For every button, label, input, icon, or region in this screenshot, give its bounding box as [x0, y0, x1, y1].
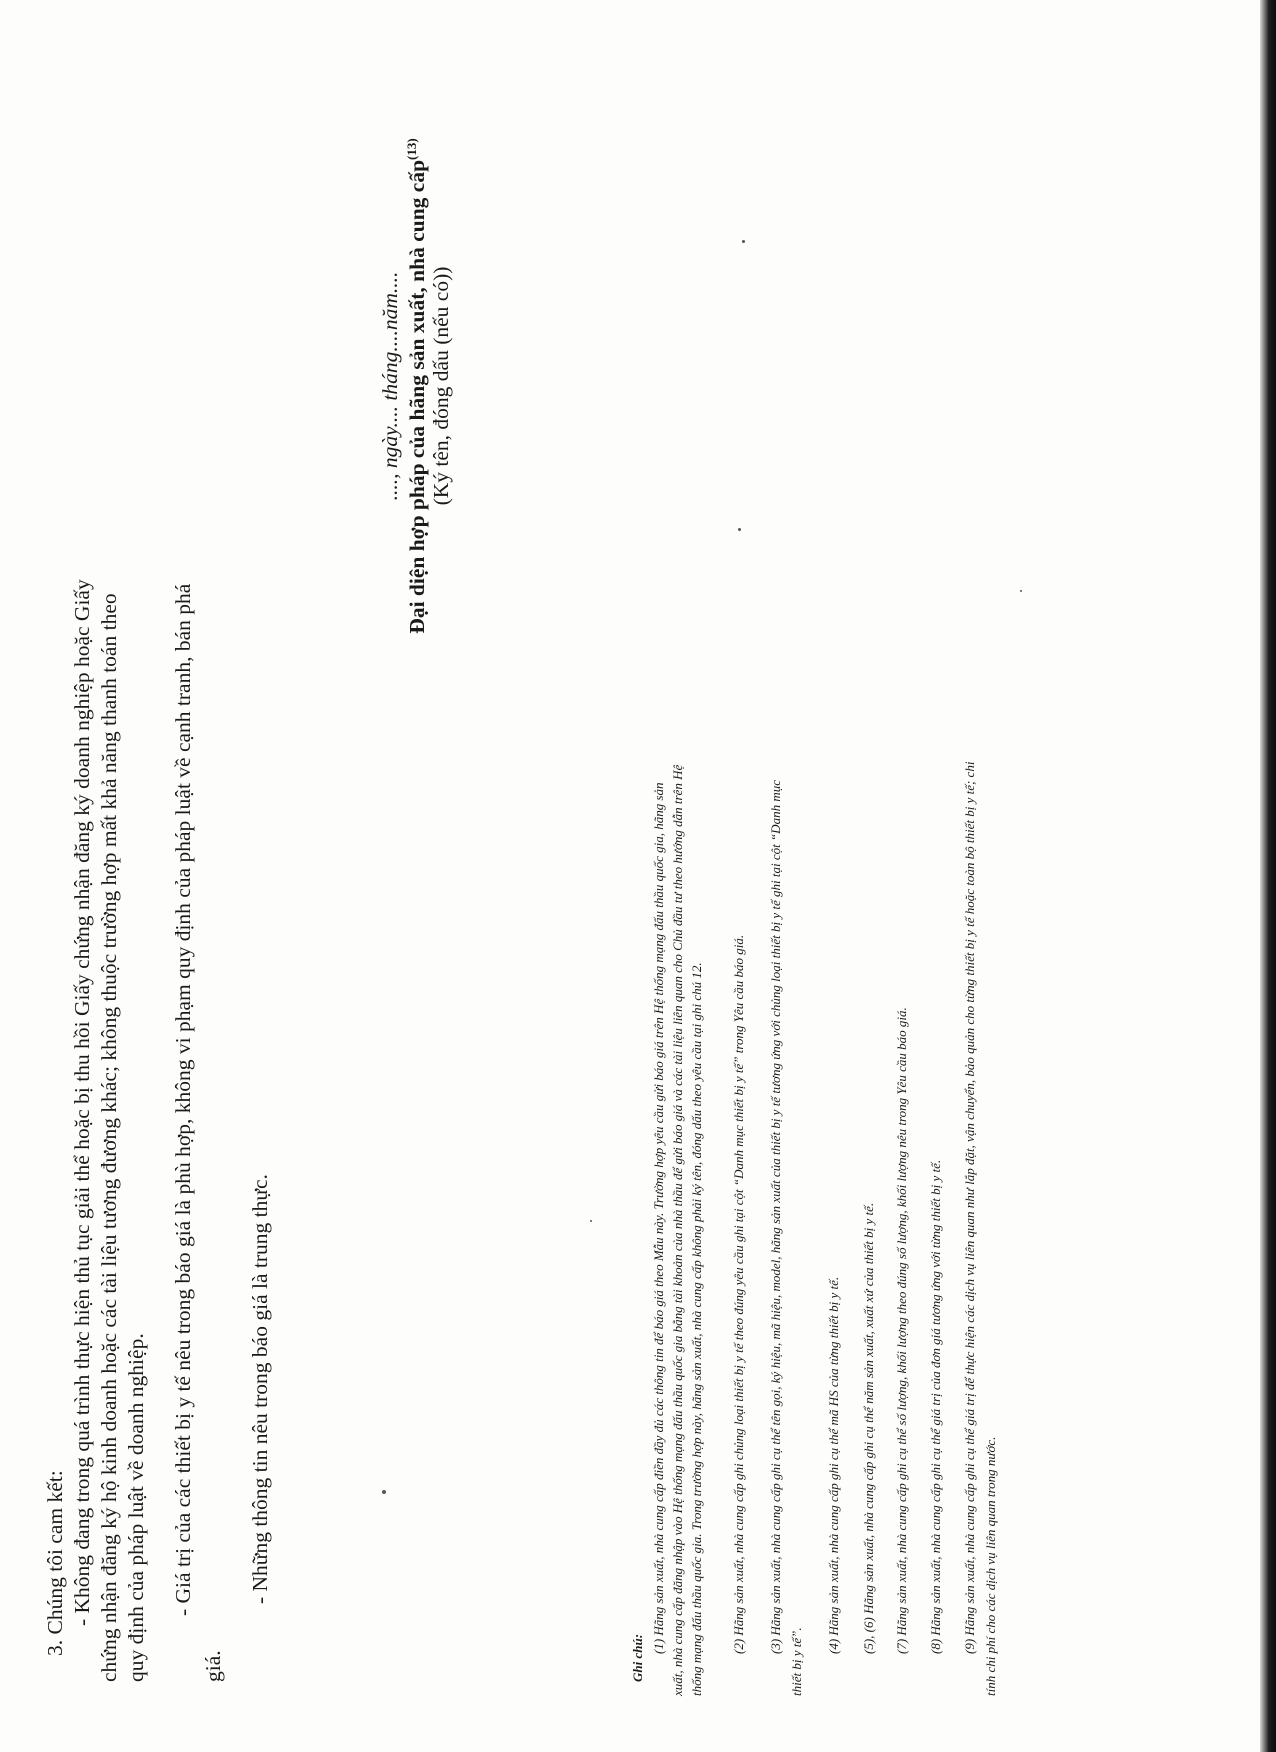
note-1-line-2: xuất, nhà cung cấp đăng nhập vào Hệ thống mạng đấu thầu quốc gia bằng tài khoản của nhà thầu để gửi báo giá và các tài liệu liên quan cho Chủ đầu tư theo hướng dẫn trên Hệ [670, 764, 685, 1696]
commitment-paragraph-3: - Những thông tin nêu trong báo giá là trung thực. [248, 1174, 272, 1604]
commitment-paragraph-1-line-3: quy định của pháp luật về doanh nghiệp. [124, 1333, 148, 1682]
note-7: (7) Hãng sản xuất, nhà cung cấp ghi cụ thể số lượng, khối lượng theo đúng số lượng, khối lượng nêu trong Yêu cầu báo giá. [894, 1007, 909, 1654]
commitment-heading: 3. Chúng tôi cam kết: [43, 1470, 67, 1656]
note-5-6: (5), (6) Hãng sản xuất, nhà cung cấp ghi cụ thể năm sản xuất, xuất xứ của thiết bị y tế. [861, 1202, 876, 1654]
note-3-line-2: thiết bị y tế”. [789, 1627, 804, 1696]
scan-speck [738, 528, 741, 531]
note-1-line-1: (1) Hãng sản xuất, nhà cung cấp điền đầy đủ các thông tin để báo giá theo Mẫu này. Trường hợp yêu cầu gửi báo giá trên Hệ thống mạng đấu thầu quốc gia, hãng sản [651, 782, 666, 1654]
note-2: (2) Hãng sản xuất, nhà cung cấp ghi chủng loại thiết bị y tế theo đúng yêu cầu ghi tại cột “Danh mục thiết bị y tế” trong Yêu cầu báo giá. [731, 934, 746, 1654]
commitment-paragraph-2-line-1: - Giá trị của các thiết bị y tế nêu trong báo giá là phù hợp, không vi phạm quy định của pháp luật về cạnh tranh, bán phá [171, 583, 195, 1616]
rotated-document [12, 56, 1188, 1696]
notes-title: Ghi chú: [630, 1633, 645, 1682]
note-3-line-1: (3) Hãng sản xuất, nhà cung cấp ghi cụ thể tên gọi, ký hiệu, mã hiệu, model, hãng sản xuất của thiết bị y tế tương ứng với chủng loại thiết bị y tế ghi tại cột “Danh mục [768, 780, 783, 1654]
commitment-paragraph-1-line-2: chứng nhận đăng ký hộ kinh doanh hoặc các tài liệu tương đương khác; không thuộc trường hợp mất khả năng thanh toán theo [97, 593, 121, 1682]
signature-date: ...., ngày.... tháng....năm.... [378, 271, 402, 501]
scan-speck [590, 1220, 592, 1222]
commitment-paragraph-2-line-2: giá. [201, 1650, 225, 1682]
scan-speck [382, 1490, 386, 1494]
commitment-paragraph-1-line-1: - Không đang trong quá trình thực hiện thủ tục giải thể hoặc bị thu hồi Giấy chứng nhận đăng ký doanh nghiệp hoặc Giấy [70, 579, 94, 1626]
note-1-line-3: thống mạng đấu thầu quốc gia. Trong trường hợp này, hãng sản xuất, nhà cung cấp không phải ký tên, đóng dấu theo yêu cầu tại ghi chú 12. [689, 962, 704, 1696]
signature-subtitle: (Ký tên, đóng dấu (nếu có)) [429, 266, 453, 506]
signature-title [404, 106, 430, 666]
scan-speck [742, 240, 745, 243]
note-8: (8) Hãng sản xuất, nhà cung cấp ghi cụ thể giá trị của đơn giá tương ứng với từng thiết bị y tế. [928, 1159, 943, 1654]
note-4: (4) Hãng sản xuất, nhà cung cấp ghi cụ thể mã HS của từng thiết bị y tế. [826, 1276, 841, 1654]
signature-footnote-ref: (13) [404, 138, 419, 160]
scan-edge-shadow [1260, 0, 1276, 1752]
note-9-line-1: (9) Hãng sản xuất, nhà cung cấp ghi cụ thể giá trị để thực hiện các dịch vụ liên quan như lắp đặt, vận chuyển, bảo quản cho từng thiết bị y tế hoặc toàn bộ thiết bị y tế; chi [962, 761, 977, 1654]
scan-speck [1020, 590, 1022, 592]
signature-title-text: Đại diện hợp pháp của hãng sản xuất, nhà cung cấp [405, 159, 430, 634]
note-9-line-2: tính chi phí cho các dịch vụ liên quan trong nước. [983, 1436, 998, 1696]
